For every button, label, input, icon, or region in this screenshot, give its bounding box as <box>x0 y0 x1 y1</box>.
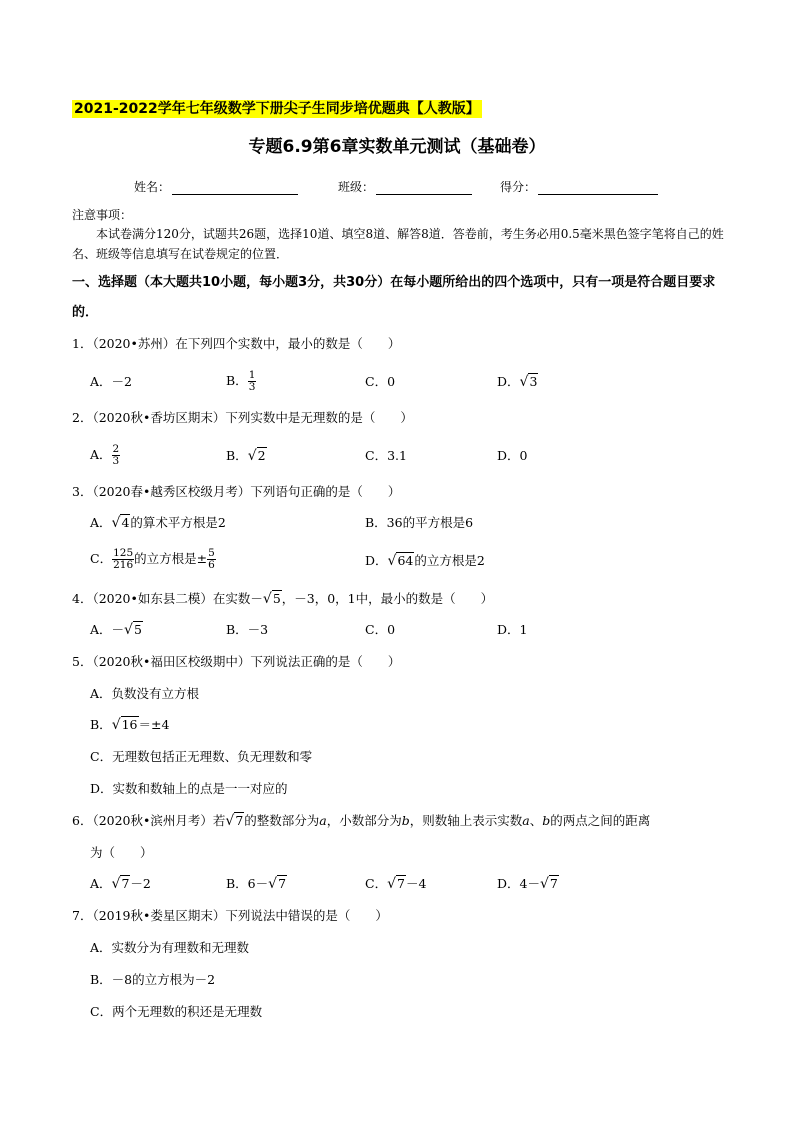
q1-b-fraction <box>248 370 257 393</box>
q5-b-prefix: B． <box>90 717 112 732</box>
score-blank[interactable] <box>538 180 658 195</box>
name-blank[interactable] <box>172 180 298 195</box>
q6-stem-d: ，则数轴上表示实数 <box>409 813 523 828</box>
q2-a-fraction <box>112 444 121 467</box>
sqrt-symbol: √64 <box>387 553 414 569</box>
sqrt-symbol: √7 <box>111 876 130 892</box>
q6-d-prefix: D．4－ <box>497 876 540 891</box>
sqrt-symbol: √7 <box>268 876 287 892</box>
student-info-row <box>0 178 794 198</box>
q6-c-radicand: 7 <box>397 876 405 891</box>
q4-a-prefix: A．－ <box>90 622 125 637</box>
q2-a-numerator: 2 <box>112 443 120 455</box>
q1-option-b <box>226 370 256 393</box>
question-2-stem: 2．（2020秋•香坊区期末）下列实数中是无理数的是（ ） <box>72 410 413 425</box>
q3-c-numerator: 125 <box>113 547 134 559</box>
name-label: 姓名： <box>134 180 171 194</box>
q6-b-radicand: 7 <box>278 876 287 891</box>
name-field[interactable] <box>134 178 298 195</box>
sqrt-symbol: √3 <box>519 374 538 390</box>
sqrt-symbol: √16 <box>111 717 138 733</box>
q2-option-a <box>90 444 120 467</box>
q4-option-d: D．1 <box>497 622 528 637</box>
notes-heading: 注意事项： <box>72 208 133 222</box>
q3-a-radicand: 4 <box>121 515 130 530</box>
q6-option-d <box>497 874 559 894</box>
q3-c-numerator-2: 5 <box>208 547 215 559</box>
section-1-heading: 一、选择题（本大题共10小题，每小题3分，共30分）在每小题所给出的四个选项中，只有一项是符合题目要求的． <box>72 275 716 320</box>
sqrt-symbol: √7 <box>387 876 405 892</box>
q2-a-denominator: 3 <box>112 455 120 467</box>
q2-b-radicand: 2 <box>257 448 266 463</box>
page-title: 专题6.9第6章实数单元测试（基础卷） <box>248 137 546 157</box>
q3-c-fraction <box>112 548 134 571</box>
question-6-stem <box>72 811 732 831</box>
q1-option-a: A．－2 <box>90 374 132 389</box>
class-blank[interactable] <box>376 180 472 195</box>
sqrt-symbol: √7 <box>539 876 558 892</box>
q4-option-a <box>90 620 143 640</box>
question-7-stem: 7．（2019秋•娄星区期末）下列说法中错误的是（ ） <box>72 908 388 923</box>
q3-c-denominator: 216 <box>113 559 134 571</box>
q3-d-radicand: 64 <box>397 553 414 568</box>
q1-option-c: C．0 <box>365 374 396 389</box>
q1-b-numerator: 1 <box>248 369 256 381</box>
q7-option-a: A．实数分为有理数和无理数 <box>90 940 250 955</box>
question-3-stem: 3．（2020春•越秀区校级月考）下列语句正确的是（ ） <box>72 484 401 499</box>
q6-option-a <box>90 874 151 894</box>
q6-stem-radicand: 7 <box>235 813 244 828</box>
q4-stem-radicand: 5 <box>272 591 281 606</box>
q5-option-b <box>90 715 169 735</box>
q1-d-prefix: D． <box>497 374 520 389</box>
q5-b-radicand: 16 <box>121 717 138 732</box>
q2-option-d: D．0 <box>497 448 528 463</box>
question-1-stem: 1．（2020•苏州）在下列四个实数中，最小的数是（ ） <box>72 336 401 351</box>
q1-b-prefix: B． <box>226 373 248 388</box>
q5-b-suffix: ＝±4 <box>138 717 170 732</box>
q3-a-prefix: A． <box>90 515 112 530</box>
var-a: a <box>522 813 530 828</box>
q3-option-b: B．36的平方根是6 <box>365 515 474 530</box>
q6-a-suffix: －2 <box>130 876 151 891</box>
score-field[interactable] <box>500 178 658 195</box>
sqrt-symbol: √5 <box>124 622 142 638</box>
question-4-stem <box>72 589 493 609</box>
q5-option-d: D．实数和数轴上的点是一一对应的 <box>90 781 288 796</box>
var-a: a <box>319 813 327 828</box>
q6-d-radicand: 7 <box>549 876 558 891</box>
q7-option-b: B．－8的立方根为－2 <box>90 972 216 987</box>
q3-c-prefix: C． <box>90 551 113 566</box>
q3-option-a <box>90 513 226 533</box>
q6-b-prefix: B．6－ <box>226 876 269 891</box>
question-6-stem-cont: 为（ ） <box>90 845 153 860</box>
q6-a-prefix: A． <box>90 876 112 891</box>
q6-stem-c: ，小数部分为 <box>326 813 402 828</box>
var-b: b <box>542 813 551 828</box>
q4-stem-b: ，－3，0，1中，最小的数是（ ） <box>281 591 494 606</box>
q6-option-b <box>226 874 287 894</box>
var-b: b <box>401 813 410 828</box>
q6-stem-b: 的整数部分为 <box>244 813 320 828</box>
q7-option-c: C．两个无理数的积还是无理数 <box>90 1004 263 1019</box>
header-banner: 2021-2022学年七年级数学下册尖子生同步培优题典【人教版】 <box>74 101 480 117</box>
q1-option-d <box>497 372 538 392</box>
q6-a-radicand: 7 <box>121 876 130 891</box>
q4-stem-a: 4．（2020•如东县二模）在实数－ <box>72 591 263 606</box>
class-label: 班级： <box>338 180 375 194</box>
q2-b-prefix: B． <box>226 448 248 463</box>
q3-c-denominator-2: 6 <box>208 559 215 571</box>
q5-option-a: A．负数没有立方根 <box>90 686 200 701</box>
q1-b-denominator: 3 <box>248 381 256 393</box>
q1-d-radicand: 3 <box>529 374 538 389</box>
q3-c-mid: 的立方根是± <box>134 551 208 566</box>
q4-a-radicand: 5 <box>133 622 142 637</box>
q5-option-c: C．无理数包括正无理数、负无理数和零 <box>90 749 313 764</box>
q2-a-prefix: A． <box>90 447 112 462</box>
q6-stem-a: 6．（2020秋•滨州月考）若 <box>72 813 226 828</box>
sqrt-symbol: √4 <box>111 515 130 531</box>
q3-d-suffix: 的立方根是2 <box>414 553 485 568</box>
q3-a-suffix: 的算术平方根是2 <box>130 515 226 530</box>
q3-option-c <box>90 548 216 571</box>
q3-d-prefix: D． <box>365 553 388 568</box>
q2-option-c: C．3.1 <box>365 448 407 463</box>
q4-option-b: B．－3 <box>226 622 269 637</box>
notes-body: 本试卷满分120分，试题共26题，选择10道、填空8道、解答8道．答卷前，考生务必用0.5毫米黑色签字笔将自己的姓名、班级等信息填写在试卷规定的位置． <box>72 227 724 261</box>
question-5-stem: 5．（2020秋•福田区校级期中）下列说法正确的是（ ） <box>72 654 401 669</box>
sqrt-symbol: √2 <box>247 448 266 464</box>
score-label: 得分： <box>500 180 537 194</box>
q2-option-b <box>226 446 267 466</box>
q3-c-fraction-2 <box>207 548 216 571</box>
sqrt-symbol: √7 <box>225 813 244 829</box>
q6-stem-f: 的两点之间的距离 <box>550 813 651 828</box>
q3-option-d <box>365 551 485 571</box>
q6-c-prefix: C． <box>365 876 388 891</box>
class-field[interactable] <box>338 178 472 195</box>
q6-stem-e: 、 <box>529 813 543 828</box>
q6-option-c <box>365 874 426 894</box>
q4-option-c: C．0 <box>365 622 396 637</box>
sqrt-symbol: √5 <box>262 591 281 607</box>
q6-c-suffix: －4 <box>405 876 427 891</box>
